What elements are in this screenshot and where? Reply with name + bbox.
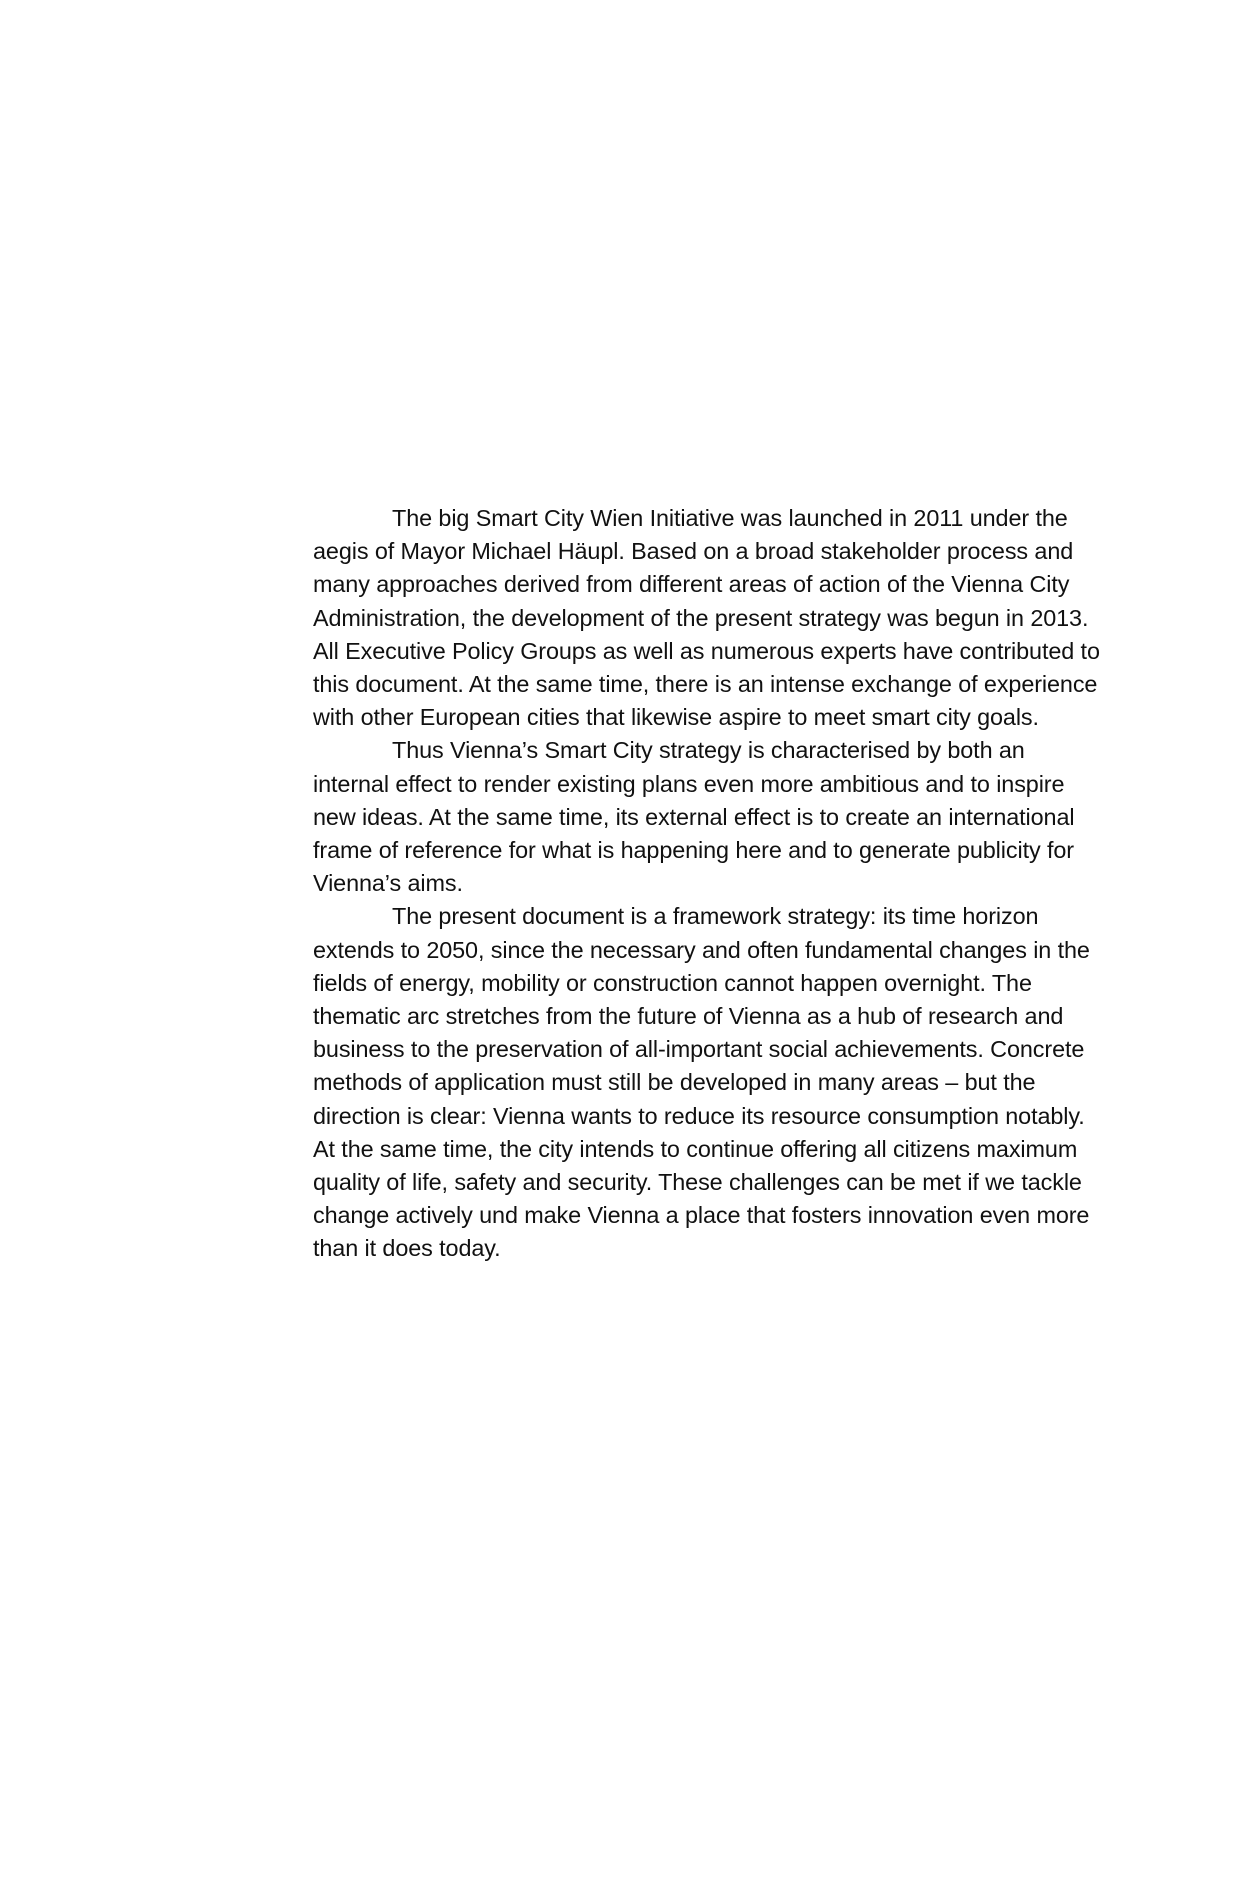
paragraph-2: Thus Vienna’s Smart City strategy is characterised by both an internal effect to render existing plans even more ambitious and to inspire new ideas. At the same time, its external effect is to create an international frame of reference for what is happening here and to generate publicity for Vienna’s aims. [313, 737, 1075, 897]
paragraph-3: The present document is a framework strategy: its time horizon extends to 2050, since the necessary and often fundamental changes in the fields of energy, mobility or construction cannot happen overnight. The thematic arc stretches from the future of Vienna as a hub of research and business to the preservation of all-important social achievements. Concrete methods of application must still be developed in many areas – but the direction is clear: Vienna wants to reduce its resource consumption notably. At the same time, the city intends to continue offering all citizens maximum quality of life, safety and security. These challenges can be met if we tackle change actively und make Vienna a place that fosters innovation even more than it does today. [313, 903, 1090, 1262]
body-text [313, 502, 1103, 1266]
paragraph-1: The big Smart City Wien Initiative was launched in 2011 under the aegis of Mayor Michael Häupl. Based on a broad stakeholder process and many approaches derived from different areas of action of the Vienna City Administration, the development of the present strategy was begun in 2013. All Executive Policy Groups as well as numerous experts have contributed to this document. At the same time, there is an intense exchange of experience with other European cities that likewise aspire to meet smart city goals. [313, 505, 1100, 731]
